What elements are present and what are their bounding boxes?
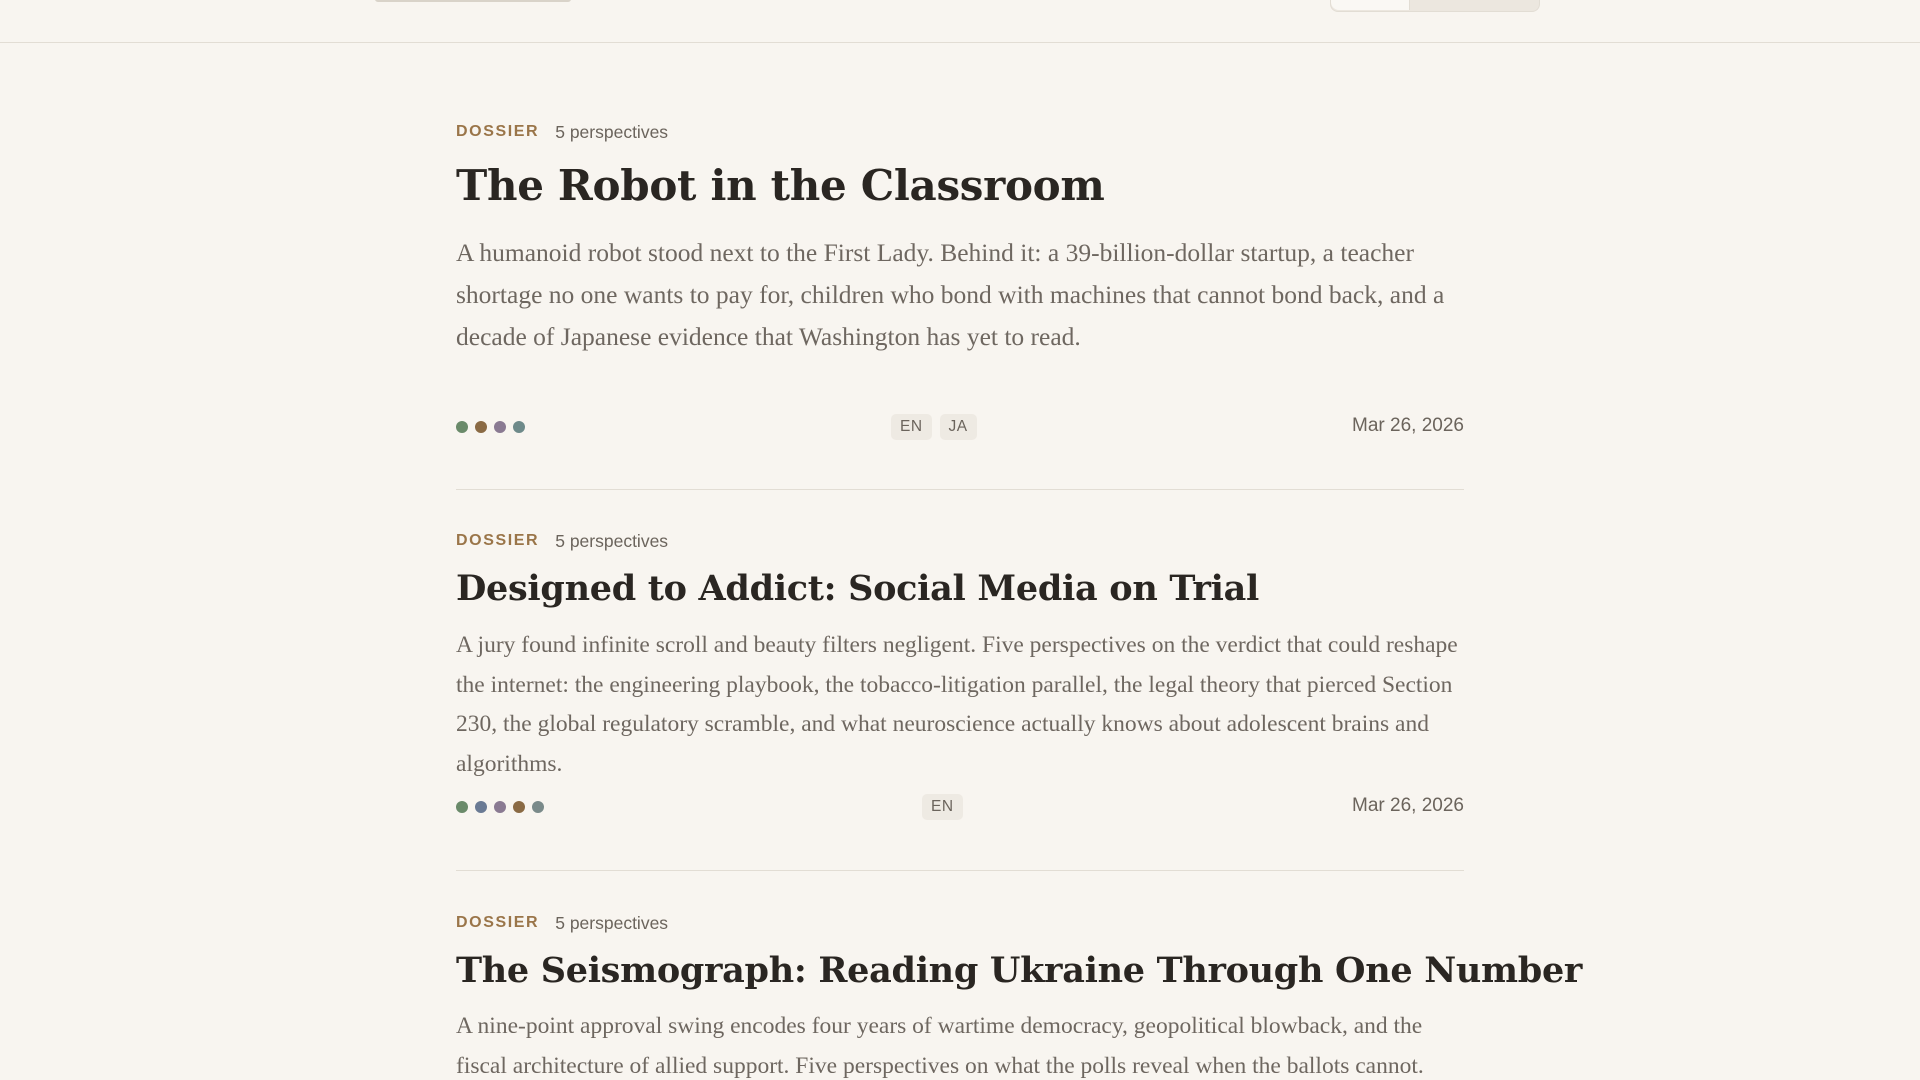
card-footer bbox=[456, 793, 1464, 821]
language-badges bbox=[922, 794, 963, 820]
language-badge-ja[interactable]: JA bbox=[940, 414, 977, 440]
perspective-dot bbox=[494, 421, 506, 433]
publish-date: Mar 26, 2026 bbox=[1352, 795, 1464, 816]
top-bar bbox=[0, 0, 1920, 43]
card-summary: A humanoid robot stood next to the First Lady. Behind it: a 39-billion-dollar startup, a teacher shortage no one wants to pay for, children who bond with machines that cannot bond back, and a decade of Japanese evidence that Washington has yet to read. bbox=[456, 238, 1445, 351]
kind-label: DOSSIER bbox=[456, 532, 540, 549]
perspective-dot bbox=[475, 421, 487, 433]
dossier-card[interactable] bbox=[456, 489, 1464, 871]
perspective-dots bbox=[456, 421, 525, 433]
card-summary: A nine-point approval swing encodes four years of wartime democracy, geopolitical blowback, and the fiscal architecture of allied support. Five perspectives on what the polls reveal when the ballots cannot. bbox=[456, 1013, 1424, 1079]
view-toggle-active-segment[interactable] bbox=[1331, 0, 1410, 10]
card-meta bbox=[456, 911, 668, 935]
language-badge-en[interactable]: EN bbox=[922, 794, 963, 820]
card-title[interactable]: Designed to Addict: Social Media on Trial bbox=[456, 568, 1260, 609]
card-title[interactable]: The Seismograph: Reading Ukraine Through One Number bbox=[456, 950, 1583, 991]
perspective-dot bbox=[513, 421, 525, 433]
perspective-dot bbox=[513, 801, 525, 813]
perspective-dot bbox=[532, 801, 544, 813]
dossier-card[interactable] bbox=[456, 79, 1464, 490]
dossier-card[interactable] bbox=[456, 870, 1583, 1080]
view-toggle[interactable] bbox=[1330, 0, 1540, 12]
card-summary: A jury found infinite scroll and beauty filters negligent. Five perspectives on the verdict that could reshape the internet: the engineering playbook, the tobacco-litigation parallel, the legal theory that pierced Section 230, the global regulatory scramble, and what neuroscience actually knows about adolescent brains and algorithms. bbox=[456, 632, 1458, 777]
perspective-count: 5 perspectives bbox=[555, 912, 669, 933]
kind-label: DOSSIER bbox=[456, 914, 540, 931]
card-title[interactable]: The Robot in the Classroom bbox=[456, 161, 1105, 210]
language-badge-en[interactable]: EN bbox=[891, 414, 932, 440]
publish-date: Mar 26, 2026 bbox=[1352, 415, 1464, 436]
language-badges bbox=[891, 414, 977, 440]
perspective-dots bbox=[456, 801, 544, 813]
perspective-count: 5 perspectives bbox=[555, 530, 669, 551]
card-meta bbox=[456, 120, 668, 144]
perspective-dot bbox=[494, 801, 506, 813]
perspective-dot bbox=[456, 421, 468, 433]
perspective-dot bbox=[475, 801, 487, 813]
perspective-count: 5 perspectives bbox=[555, 121, 669, 142]
card-meta bbox=[456, 529, 668, 553]
perspective-dot bbox=[456, 801, 468, 813]
card-footer bbox=[456, 413, 1464, 441]
wordmark-logo[interactable] bbox=[375, 0, 571, 2]
kind-label: DOSSIER bbox=[456, 123, 540, 140]
